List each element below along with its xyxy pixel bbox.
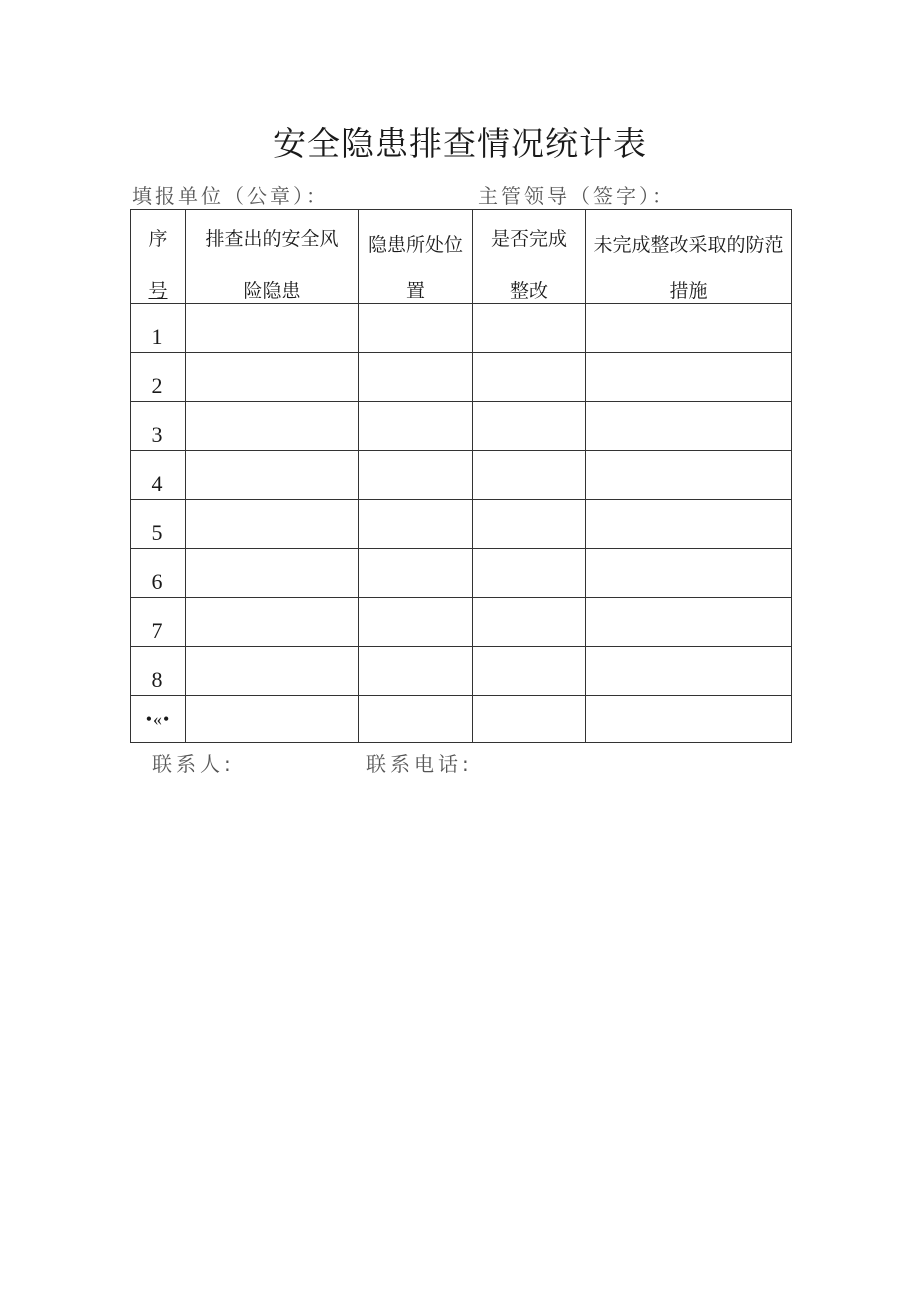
rectified-cell[interactable]	[473, 402, 586, 451]
hazard-cell[interactable]	[186, 598, 359, 647]
header-rectified	[473, 210, 586, 304]
table-row	[131, 451, 792, 500]
table-row	[131, 598, 792, 647]
measures-cell[interactable]	[586, 598, 792, 647]
row-index: 1	[131, 304, 186, 353]
measures-cell[interactable]	[586, 549, 792, 598]
hazard-cell[interactable]	[186, 451, 359, 500]
row-index: 4	[131, 451, 186, 500]
table-row	[131, 353, 792, 402]
reporting-unit-label: 填报单位（公章）：	[132, 184, 329, 208]
header-sequence-line1: 序	[148, 228, 168, 250]
measures-cell[interactable]	[586, 402, 792, 451]
measures-cell[interactable]	[586, 500, 792, 549]
location-cell[interactable]	[359, 353, 473, 402]
header-sequence	[131, 210, 186, 304]
measures-cell[interactable]	[586, 353, 792, 402]
table-row	[131, 647, 792, 696]
row-index: •«•	[131, 696, 186, 743]
table-header-row	[131, 210, 792, 304]
location-cell[interactable]	[359, 304, 473, 353]
hazard-cell[interactable]	[186, 304, 359, 353]
location-cell[interactable]	[359, 500, 473, 549]
header-rectified-line2: 整改	[509, 280, 548, 302]
header-hazard	[186, 210, 359, 304]
rectified-cell[interactable]	[473, 500, 586, 549]
location-cell[interactable]	[359, 647, 473, 696]
header-rectified-line1: 是否完成	[490, 228, 567, 250]
table-row	[131, 304, 792, 353]
header-location	[359, 210, 473, 304]
table-row	[131, 402, 792, 451]
rectified-cell[interactable]	[473, 451, 586, 500]
rectified-cell[interactable]	[473, 353, 586, 402]
measures-cell[interactable]	[586, 647, 792, 696]
header-hazard-line2: 险隐患	[243, 280, 301, 302]
location-cell[interactable]	[359, 696, 473, 743]
hazard-cell[interactable]	[186, 402, 359, 451]
header-measures	[586, 210, 792, 304]
header-sequence-line2: 号	[148, 280, 168, 302]
hazard-cell[interactable]	[186, 500, 359, 549]
contact-phone-label: 联系电话:	[366, 752, 473, 776]
rectified-cell[interactable]	[473, 647, 586, 696]
location-cell[interactable]	[359, 549, 473, 598]
hazard-statistics-table	[130, 209, 792, 743]
hazard-cell[interactable]	[186, 353, 359, 402]
measures-cell[interactable]	[586, 696, 792, 743]
measures-cell[interactable]	[586, 451, 792, 500]
hazard-cell[interactable]	[186, 696, 359, 743]
location-cell[interactable]	[359, 451, 473, 500]
location-cell[interactable]	[359, 402, 473, 451]
row-index: 8	[131, 647, 186, 696]
contact-person-label: 联系人:	[152, 752, 235, 776]
header-measures-line2: 措施	[669, 280, 708, 302]
rectified-cell[interactable]	[473, 598, 586, 647]
table-row	[131, 500, 792, 549]
hazard-cell[interactable]	[186, 549, 359, 598]
page-title: 安全隐患排查情况统计表	[273, 124, 647, 163]
rectified-cell[interactable]	[473, 304, 586, 353]
row-index: 3	[131, 402, 186, 451]
supervisor-signature-label: 主管领导（签字）：	[478, 184, 675, 208]
header-hazard-line1: 排查出的安全风	[205, 228, 339, 250]
table-row	[131, 549, 792, 598]
measures-cell[interactable]	[586, 304, 792, 353]
row-index: 5	[131, 500, 186, 549]
row-index: 7	[131, 598, 186, 647]
location-cell[interactable]	[359, 598, 473, 647]
header-measures-line1: 未完成整改采取的防范	[593, 234, 784, 256]
header-location-line1: 隐患所处位	[367, 234, 463, 256]
table-row	[131, 696, 792, 743]
rectified-cell[interactable]	[473, 696, 586, 743]
rectified-cell[interactable]	[473, 549, 586, 598]
header-location-line2: 置	[405, 280, 425, 302]
row-index: 6	[131, 549, 186, 598]
row-index: 2	[131, 353, 186, 402]
hazard-cell[interactable]	[186, 647, 359, 696]
